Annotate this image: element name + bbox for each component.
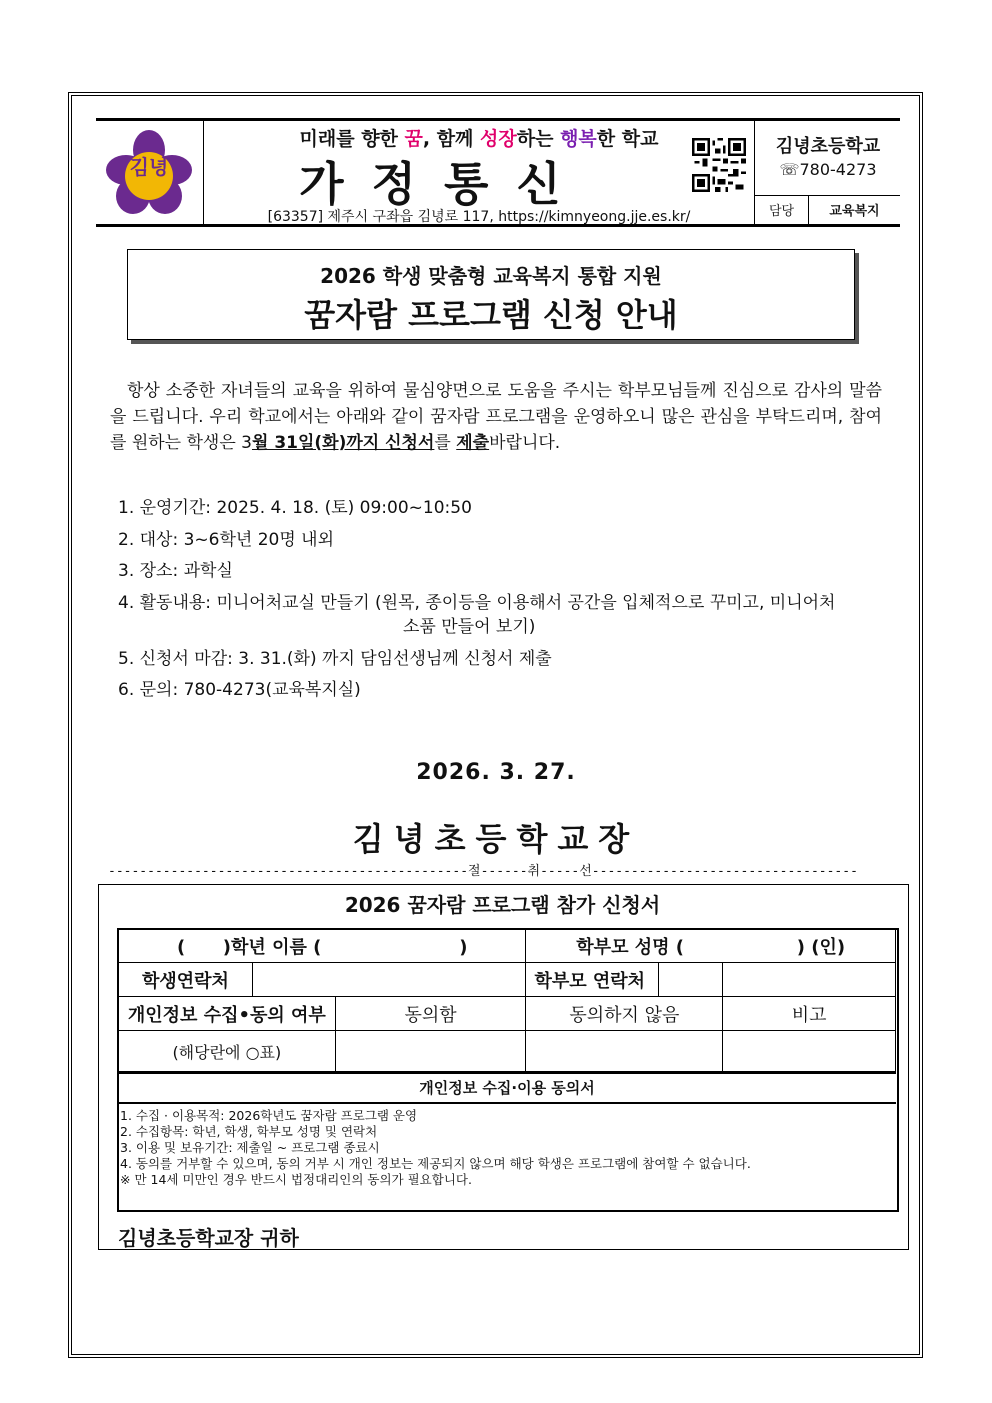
disagree-checkbox-cell[interactable] [526, 1031, 723, 1072]
list-item: 4. 활동내용: 미니어처교실 만들기 (원목, 종이등을 이용해서 공간을 입체적으로 꾸미고, 미니어처 [118, 593, 836, 613]
manager-value: 교육복지 [829, 204, 880, 219]
cut-line: ----------------------------------------------절------취-----선---------------------------------- [108, 864, 858, 879]
header-top-rule [96, 118, 900, 121]
issue-date: 2026. 3. 27. [416, 760, 576, 785]
notice-title: 꿈자람 프로그램 신청 안내 [304, 296, 678, 334]
consent-line: ※ 만 14세 미만인 경우 반드시 법정대리인의 동의가 필요합니다. [120, 1172, 472, 1187]
parent-contact-input[interactable] [723, 963, 896, 997]
qr-code-icon[interactable] [692, 138, 746, 192]
consent-line: 2. 수집항목: 학년, 학생, 학부모 성명 및 연락처 [120, 1124, 378, 1139]
principal-signature: 김녕초등학교장 [352, 820, 640, 858]
notice-subtitle: 2026 학생 맞춤형 교육복지 통합 지원 [320, 264, 662, 288]
intro-paragraph: 항상 소중한 자녀들의 교육을 위하여 물심양면으로 도움을 주시는 학부모님들께 진심으로 감사의 말씀을 드립니다. 우리 학교에서는 아래와 같이 꿈자람 프로그램을 운영하오니 많은 관심을 부탁드리며, 참여를 원하는 학생은 3월 31일(화)까지 신청서를 제출바랍니다. [110, 381, 882, 453]
list-item: 5. 신청서 마감: 3. 31.(화) 까지 담임선생님께 신청서 제출 [118, 649, 552, 669]
list-item: 6. 문의: 780-4273(교육복지실) [118, 680, 361, 700]
school-slogan: 미래를 향한 꿈, 함께 성장하는 행복한 학교 [299, 128, 659, 150]
privacy-label: 개인정보 수집•동의 여부 [119, 997, 336, 1031]
list-item: 2. 대상: 3~6학년 20명 내외 [118, 530, 335, 550]
list-item: 3. 장소: 과학실 [118, 561, 233, 581]
remark-header: 비고 [723, 997, 896, 1031]
student-contact-label: 학생연락처 [119, 963, 253, 997]
form-addressee: 김녕초등학교장 귀하 [118, 1226, 299, 1250]
application-table [118, 928, 896, 1072]
student-contact-input[interactable] [252, 963, 526, 997]
newsletter-title: 가정통신 [299, 157, 589, 211]
parent-contact-cell [526, 963, 723, 997]
grade-name-field[interactable]: ( )학년 이름 ( ) [119, 929, 526, 963]
privacy-hint: (해당란에 ○표) [119, 1031, 336, 1072]
school-name: 김녕초등학교 [775, 136, 881, 157]
school-phone[interactable]: ☏780-4273 [779, 160, 877, 179]
agree-checkbox-cell[interactable] [335, 1031, 526, 1072]
school-address[interactable]: [63357] 제주시 구좌읍 김녕로 117, https://kimnyeong.jje.es.kr/ [267, 209, 691, 225]
consent-title: 개인정보 수집·이용 동의서 [118, 1072, 896, 1104]
consent-line: 3. 이용 및 보유기간: 제출일 ~ 프로그램 종료시 [120, 1140, 380, 1155]
disagree-header: 동의하지 않음 [526, 997, 723, 1031]
form-title: 2026 꿈자람 프로그램 참가 신청서 [344, 893, 661, 917]
notice-title-box [127, 249, 855, 340]
list-item-continuation: 소품 만들어 보기) [403, 617, 536, 637]
list-item: 1. 운영기간: 2025. 4. 18. (토) 09:00~10:50 [118, 498, 472, 518]
logo-text: 김녕 [129, 155, 169, 179]
consent-terms [120, 1108, 890, 1188]
consent-line: 1. 수집 · 이용목적: 2026학년도 꿈자람 프로그램 운영 [120, 1108, 418, 1123]
manager-label: 담당 [768, 204, 795, 219]
meta-divider [755, 195, 900, 196]
remark-input[interactable] [723, 1031, 896, 1072]
agree-header: 동의함 [335, 997, 526, 1031]
parent-contact-input-start[interactable] [659, 963, 722, 996]
parent-name-field[interactable]: 학부모 성명 ( ) (인) [526, 929, 896, 963]
school-logo [106, 130, 192, 216]
consent-line: 4. 동의를 거부할 수 있으며, 동의 거부 시 개인 정보는 제공되지 않으며 해당 학생은 프로그램에 참여할 수 없습니다. [120, 1156, 751, 1171]
parent-contact-label: 학부모 연락처 [526, 963, 659, 996]
letter-header [96, 118, 900, 228]
